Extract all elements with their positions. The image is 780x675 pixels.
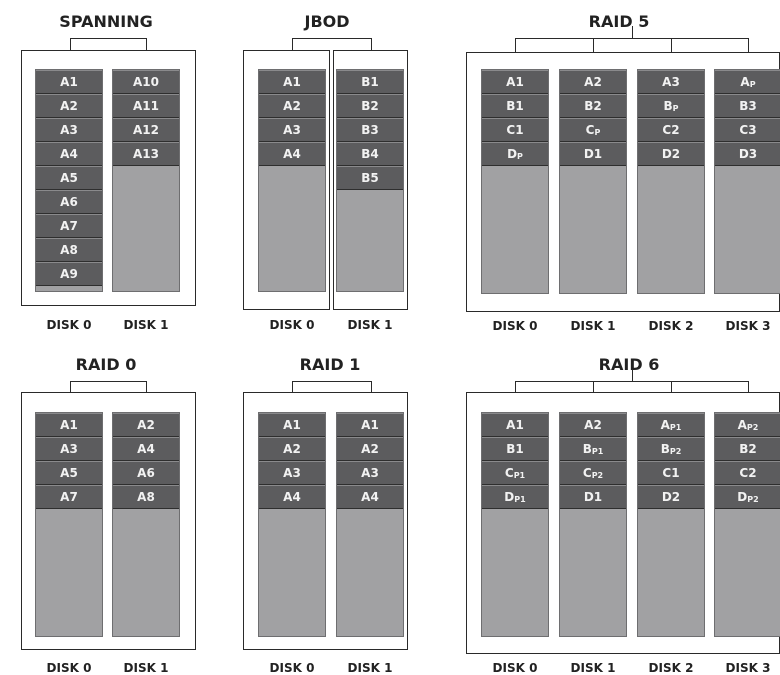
block-label: D — [737, 490, 748, 504]
block-label: B1 — [361, 75, 379, 89]
block-label: A — [737, 418, 747, 432]
parity-subscript: P1 — [513, 471, 526, 480]
data-block — [36, 437, 102, 461]
block-label: C — [582, 466, 592, 480]
block-label: A4 — [283, 490, 301, 504]
block-label: A3 — [283, 466, 301, 480]
data-block — [482, 413, 548, 437]
block-label: A1 — [506, 418, 524, 432]
data-block — [36, 262, 102, 286]
block-label: A4 — [137, 442, 155, 456]
disk-column — [258, 412, 326, 637]
data-block — [113, 437, 179, 461]
panel-title: RAID 0 — [75, 355, 137, 374]
disk-column — [714, 69, 780, 294]
block-label: A6 — [60, 195, 78, 209]
data-block — [113, 118, 179, 142]
parity-subscript: P1 — [669, 423, 682, 432]
block-label: B2 — [584, 99, 602, 113]
block-label: A2 — [60, 99, 78, 113]
data-block — [715, 485, 780, 509]
data-block — [259, 437, 325, 461]
block-label: A5 — [60, 466, 78, 480]
block-label: A9 — [60, 267, 78, 281]
block-label: A2 — [283, 442, 301, 456]
data-block — [36, 238, 102, 262]
data-block — [36, 214, 102, 238]
data-block — [715, 142, 780, 166]
disk-label: DISK 3 — [725, 661, 771, 675]
block-label: B1 — [506, 442, 524, 456]
disk-label: DISK 2 — [648, 661, 694, 675]
parity-subscript: P — [517, 152, 523, 161]
data-block — [113, 485, 179, 509]
block-label: A12 — [133, 123, 159, 137]
disk-column — [559, 69, 627, 294]
controller-stem — [593, 38, 594, 52]
data-block — [113, 94, 179, 118]
data-block — [482, 118, 548, 142]
data-block — [259, 94, 325, 118]
data-block — [638, 94, 704, 118]
block-label: D2 — [661, 490, 681, 504]
data-block — [36, 166, 102, 190]
data-block — [259, 118, 325, 142]
data-block — [36, 94, 102, 118]
controller-stem — [671, 381, 672, 392]
controller-stem — [632, 369, 633, 381]
data-block — [482, 461, 548, 485]
parity-subscript: P2 — [669, 447, 682, 456]
block-label: A10 — [133, 75, 159, 89]
block-label: B2 — [739, 442, 757, 456]
controller-bracket — [515, 381, 749, 392]
disk-label: DISK 0 — [492, 661, 538, 675]
block-label: A1 — [60, 75, 78, 89]
block-label: A1 — [506, 75, 524, 89]
data-block — [560, 142, 626, 166]
block-label: A4 — [283, 147, 301, 161]
data-block — [337, 413, 403, 437]
panel-title: RAID 6 — [598, 355, 660, 374]
panel-title: JBOD — [304, 12, 350, 31]
block-label: D1 — [583, 147, 603, 161]
parity-subscript: P1 — [514, 495, 526, 504]
data-block — [36, 485, 102, 509]
block-label: B — [663, 99, 673, 113]
block-label: A4 — [361, 490, 379, 504]
data-block — [560, 413, 626, 437]
parity-subscript: P2 — [747, 495, 759, 504]
block-label: A7 — [60, 490, 78, 504]
data-block — [482, 142, 548, 166]
block-label: D — [507, 147, 518, 161]
data-block — [337, 142, 403, 166]
block-label: B3 — [739, 99, 757, 113]
block-label: C1 — [662, 466, 680, 480]
data-block — [638, 413, 704, 437]
block-label: A — [660, 418, 670, 432]
parity-subscript: P1 — [591, 447, 604, 456]
panel-title: RAID 5 — [588, 12, 650, 31]
disk-label: DISK 1 — [123, 661, 169, 675]
controller-bracket — [70, 38, 147, 50]
data-block — [715, 413, 780, 437]
data-block — [638, 70, 704, 94]
data-block — [337, 461, 403, 485]
block-label: A4 — [60, 147, 78, 161]
data-block — [337, 118, 403, 142]
data-block — [715, 118, 780, 142]
data-block — [337, 166, 403, 190]
data-block — [36, 142, 102, 166]
block-label: A2 — [584, 75, 602, 89]
data-block — [482, 485, 548, 509]
disk-label: DISK 1 — [347, 318, 393, 332]
block-label: B5 — [361, 171, 379, 185]
block-label: C — [504, 466, 514, 480]
block-label: A3 — [60, 123, 78, 137]
block-label: D1 — [583, 490, 603, 504]
disk-label: DISK 3 — [725, 319, 771, 333]
parity-subscript: P — [594, 128, 601, 137]
disk-label: DISK 1 — [123, 318, 169, 332]
disk-column — [258, 69, 326, 292]
disk-column — [714, 412, 780, 637]
data-block — [715, 461, 780, 485]
parity-subscript: P — [672, 104, 679, 113]
disk-column — [35, 69, 103, 292]
data-block — [560, 461, 626, 485]
block-label: B1 — [506, 99, 524, 113]
data-block — [337, 70, 403, 94]
data-block — [560, 94, 626, 118]
data-block — [259, 142, 325, 166]
block-label: A3 — [662, 75, 680, 89]
data-block — [638, 118, 704, 142]
disk-column — [336, 69, 404, 292]
disk-column — [637, 412, 705, 637]
data-block — [36, 118, 102, 142]
block-label: A2 — [283, 99, 301, 113]
disk-column — [112, 69, 180, 292]
parity-subscript: P2 — [746, 423, 759, 432]
block-label: A5 — [60, 171, 78, 185]
block-label: A6 — [137, 466, 155, 480]
block-label: A8 — [137, 490, 155, 504]
block-label: C2 — [739, 466, 757, 480]
disk-label: DISK 1 — [570, 661, 616, 675]
data-block — [259, 485, 325, 509]
block-label: A13 — [133, 147, 159, 161]
block-label: D — [504, 490, 515, 504]
block-label: A3 — [60, 442, 78, 456]
block-label: A7 — [60, 219, 78, 233]
data-block — [259, 413, 325, 437]
data-block — [113, 142, 179, 166]
data-block — [36, 413, 102, 437]
block-label: B4 — [361, 147, 379, 161]
data-block — [560, 118, 626, 142]
data-block — [482, 70, 548, 94]
disk-label: DISK 0 — [269, 318, 315, 332]
panel-title: RAID 1 — [299, 355, 361, 374]
data-block — [36, 461, 102, 485]
data-block — [638, 485, 704, 509]
disk-column — [559, 412, 627, 637]
data-block — [638, 142, 704, 166]
disk-label: DISK 0 — [46, 661, 92, 675]
data-block — [337, 94, 403, 118]
block-label: B — [660, 442, 670, 456]
disk-column — [112, 412, 180, 637]
disk-column — [35, 412, 103, 637]
block-label: A1 — [60, 418, 78, 432]
disk-column — [481, 412, 549, 637]
parity-subscript: P — [749, 80, 756, 89]
controller-bracket — [515, 38, 749, 52]
disk-label: DISK 1 — [570, 319, 616, 333]
block-label: B3 — [361, 123, 379, 137]
data-block — [560, 485, 626, 509]
block-label: A11 — [133, 99, 159, 113]
data-block — [337, 485, 403, 509]
data-block — [113, 461, 179, 485]
controller-stem — [593, 381, 594, 392]
block-label: A2 — [584, 418, 602, 432]
parity-subscript: P2 — [591, 471, 604, 480]
data-block — [36, 70, 102, 94]
data-block — [259, 461, 325, 485]
block-label: D2 — [661, 147, 681, 161]
disk-column — [336, 412, 404, 637]
block-label: A — [740, 75, 750, 89]
block-label: C2 — [662, 123, 680, 137]
data-block — [715, 94, 780, 118]
data-block — [482, 437, 548, 461]
controller-bracket — [292, 381, 372, 392]
block-label: A2 — [361, 442, 379, 456]
data-block — [337, 437, 403, 461]
controller-stem — [632, 26, 633, 38]
block-label: C1 — [506, 123, 524, 137]
block-label: A8 — [60, 243, 78, 257]
disk-column — [481, 69, 549, 294]
controller-bracket — [70, 381, 147, 392]
block-label: A1 — [283, 418, 301, 432]
disk-label: DISK 0 — [46, 318, 92, 332]
data-block — [560, 437, 626, 461]
data-block — [638, 437, 704, 461]
data-block — [638, 461, 704, 485]
block-label: A2 — [137, 418, 155, 432]
disk-column — [637, 69, 705, 294]
block-label: A3 — [283, 123, 301, 137]
block-label: A1 — [361, 418, 379, 432]
disk-label: DISK 0 — [492, 319, 538, 333]
data-block — [113, 413, 179, 437]
data-block — [259, 70, 325, 94]
data-block — [482, 94, 548, 118]
data-block — [560, 70, 626, 94]
data-block — [36, 190, 102, 214]
block-label: B — [582, 442, 592, 456]
data-block — [715, 70, 780, 94]
data-block — [113, 70, 179, 94]
block-label: B2 — [361, 99, 379, 113]
block-label: A3 — [361, 466, 379, 480]
disk-label: DISK 0 — [269, 661, 315, 675]
disk-label: DISK 2 — [648, 319, 694, 333]
block-label: C — [585, 123, 595, 137]
block-label: A1 — [283, 75, 301, 89]
disk-label: DISK 1 — [347, 661, 393, 675]
panel-title: SPANNING — [59, 12, 153, 31]
data-block — [715, 437, 780, 461]
block-label: D3 — [738, 147, 758, 161]
controller-stem — [671, 38, 672, 52]
block-label: C3 — [739, 123, 757, 137]
controller-bracket — [292, 38, 372, 50]
